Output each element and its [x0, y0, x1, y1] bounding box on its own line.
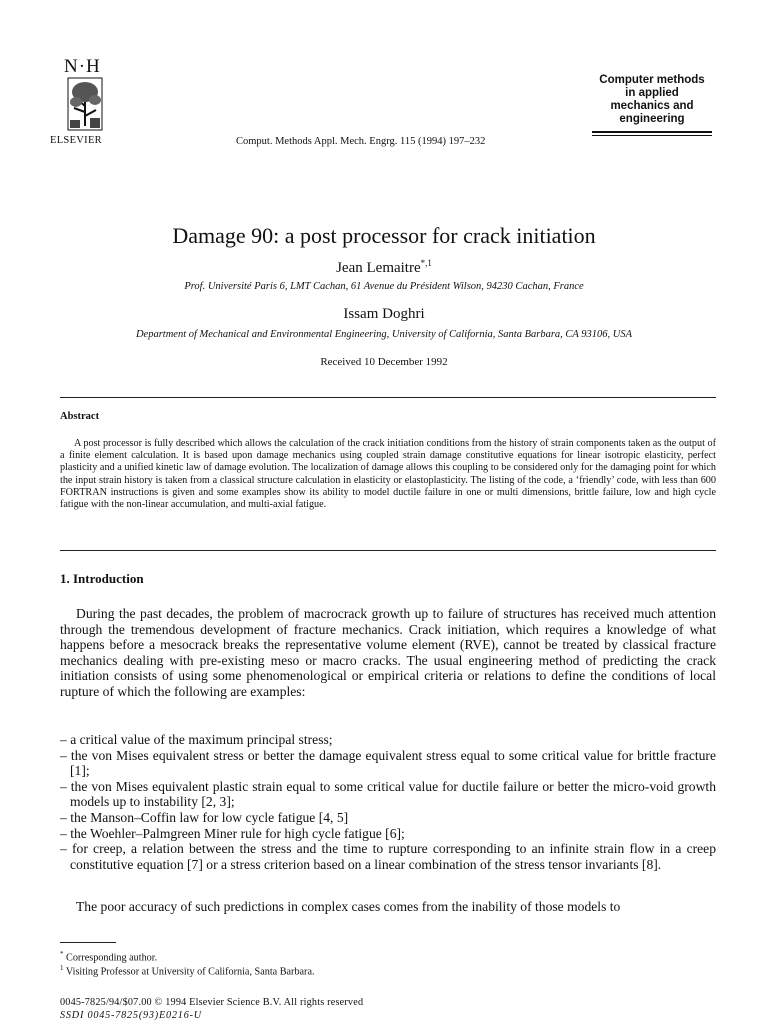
journal-rule-top	[592, 131, 712, 133]
intro-continuation: The poor accuracy of such predictions in complex cases comes from the inability of those models to	[76, 899, 621, 914]
publisher-mark: N·H	[64, 56, 101, 77]
list-item: – the von Mises equivalent stress or better the damage equivalent stress equal to some critical value for brittle fracture [1];	[60, 747, 716, 779]
footnote-mark: 1	[60, 964, 64, 972]
footnote-corresponding	[60, 950, 157, 963]
list-item: – the von Mises equivalent plastic strain equal to some critical value for ductile failure or better the micro-void growth models up to instability [2, 3];	[60, 778, 716, 810]
section-heading: 1. Introduction	[60, 571, 144, 586]
intro-paragraph: During the past decades, the problem of macrocrack growth up to failure of structures has received much attention through the tremendous development of fracture mechanics. Crack initiation, which requires a knowledge of what happens before a mesocrack breaks the representative volume element (RVE), cannot be treated by classical fracture mechanics dealing with pre-existing meso or macro cracks. The usual engineering method of predicting the crack initiation consists of using some phenomenological or empirical criteria or relations to define the conditions of local rupture of which the following are examples:	[60, 606, 716, 699]
publisher-logo	[50, 58, 120, 146]
received-date: Received 10 December 1992	[320, 356, 448, 368]
criteria-list	[60, 732, 716, 872]
author-name: Jean Lemaitre	[336, 260, 421, 276]
list-item: – the Woehler–Palmgreen Miner rule for high cycle fatigue [6];	[60, 825, 405, 841]
divider-top	[60, 397, 716, 398]
list-item: – a critical value of the maximum principal stress;	[60, 732, 333, 747]
journal-rule-bottom	[592, 135, 712, 136]
footnote-mark: *	[60, 950, 64, 958]
author-mark: *,1	[420, 258, 432, 268]
footnote-rule	[60, 942, 116, 943]
author-lemaitre	[0, 258, 768, 277]
footnote-visiting	[60, 964, 315, 977]
journal-title: Computer methods in applied mechanics and engineering	[599, 74, 705, 125]
journal-title-box	[592, 74, 712, 136]
list-item: – for creep, a relation between the stress and the time to rupture corresponding to an infinite strain flow in a creep constitutive equation [7] or a stress criterion based on a linear combination of the stress tensor invariants [8].	[60, 841, 716, 872]
footnote-text: Corresponding author.	[66, 952, 158, 964]
publisher-name: ELSEVIER	[50, 135, 102, 146]
divider-bottom	[60, 550, 716, 551]
author-doghri: Issam Doghri	[343, 306, 425, 322]
copyright-line: 0045-7825/94/$07.00 © 1994 Elsevier Science B.V. All rights reserved	[60, 997, 364, 1008]
list-item: – the Manson–Coffin law for low cycle fatigue [4, 5]	[60, 809, 349, 825]
elsevier-tree-icon	[66, 76, 104, 132]
abstract-heading: Abstract	[60, 411, 100, 422]
journal-citation: Comput. Methods Appl. Mech. Engrg. 115 (1994) 197–232	[236, 136, 486, 147]
footnote-text: Visiting Professor at University of California, Santa Barbara.	[65, 966, 315, 978]
affiliation-lemaitre: Prof. Université Paris 6, LMT Cachan, 61 Avenue du Président Wilson, 94230 Cachan, France	[184, 281, 584, 292]
paper-title: Damage 90: a post processor for crack initiation	[172, 223, 596, 248]
abstract-text: A post processor is fully described which allows the calculation of the crack initiation conditions from the history of strain components taken as the output of a finite element calculation. It is based upon damage mechanics using coupled strain damage constitutive equations for linear isotropic elasticity, perfect plasticity and a unified kinetic law of damage evolution. The localization of damage allows this coupling to be considered only for the damaging point for which the input strain history is taken from a classical structure calculation in elasticity or elastoplasticity. The listing of the code, a ‘friendly’ code, with less than 600 FORTRAN instructions is given and some examples show its ability to model ductile failure in one or multi dimensions, brittle failure, low and high cycle fatigue with the non-linear accumulation, and multi-axial fatigue.	[60, 438, 716, 511]
affiliation-doghri: Department of Mechanical and Environmental Engineering, University of California, Santa Barbara, CA 93106, USA	[135, 329, 633, 340]
ssdi-line: SSDI 0045-7825(93)E0216-U	[60, 1010, 202, 1021]
